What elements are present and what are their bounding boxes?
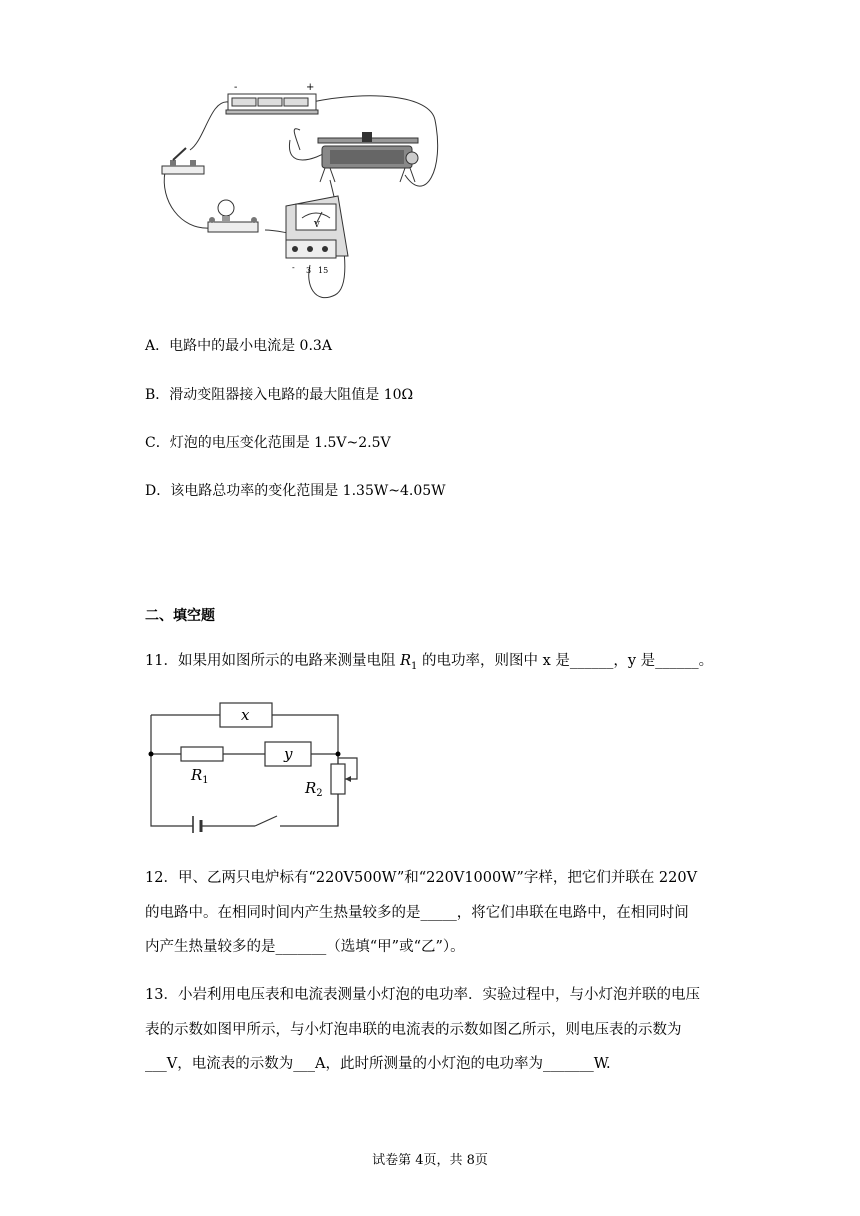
sliding-rheostat [318, 132, 418, 182]
section-title: 二、填空题 [145, 608, 215, 624]
q11-r-main: R [400, 653, 411, 669]
battery-pack [226, 94, 318, 114]
question-12-line-1: 12．甲、乙两只电炉标有“220V500W”和“220V1000W”字样，把它们并联在 220V [145, 870, 698, 886]
q11-suffix: 的电功率，则图中 x 是______，y 是______。 [417, 653, 714, 669]
option-c: C．灯泡的电压变化范围是 1.5V~2.5V [145, 435, 391, 451]
resistor-r1 [181, 747, 223, 761]
question-12-line-2: 的电路中。在相同时间内产生热量较多的是_____，将它们串联在电路中，在相同时间 [145, 905, 689, 921]
q11-prefix: 11．如果用如图所示的电路来测量电阻 [145, 653, 401, 669]
circuit-schematic-figure [145, 698, 370, 833]
knife-switch [162, 148, 204, 174]
terminal-3-label: 3 [306, 266, 312, 275]
option-d: D．该电路总功率的变化范围是 1.35W~4.05W [145, 483, 446, 499]
terminal-15-label: 15 [318, 266, 329, 275]
battery-minus-label: - [234, 82, 238, 93]
q11-r-sub: 1 [410, 660, 418, 672]
r2-label: $R_2$ [305, 779, 323, 799]
y-label: y [284, 745, 293, 763]
x-label: x [241, 706, 250, 724]
question-13-line-2: 表的示数如图甲所示，与小灯泡串联的电流表的示数如图乙所示，则电压表的示数为 [145, 1022, 682, 1038]
option-b: B．滑动变阻器接入电路的最大阻值是 10Ω [145, 387, 414, 403]
question-11 [145, 651, 713, 677]
battery-plus-label: + [306, 82, 315, 93]
lamp-holder [208, 200, 258, 232]
r1-label: $R_1$ [191, 766, 209, 786]
page-footer: 试卷第 4页，共 8页 [372, 1153, 488, 1168]
question-13-line-1: 13．小岩利用电压表和电流表测量小灯泡的电功率．实验过程中，与小灯泡并联的电压 [145, 987, 700, 1003]
question-12-line-3: 内产生热量较多的是_______（选填“甲”或“乙”）。 [145, 939, 465, 955]
circuit-apparatus-figure [150, 80, 450, 310]
option-a: A．电路中的最小电流是 0.3A [145, 338, 332, 354]
rheostat-r2 [331, 764, 345, 794]
meter-symbol: V [314, 220, 320, 229]
terminal-minus-label: - [292, 263, 295, 272]
question-13-line-3: ___V，电流表的示数为___A，此时所测量的小灯泡的电功率为_______W. [145, 1056, 611, 1072]
